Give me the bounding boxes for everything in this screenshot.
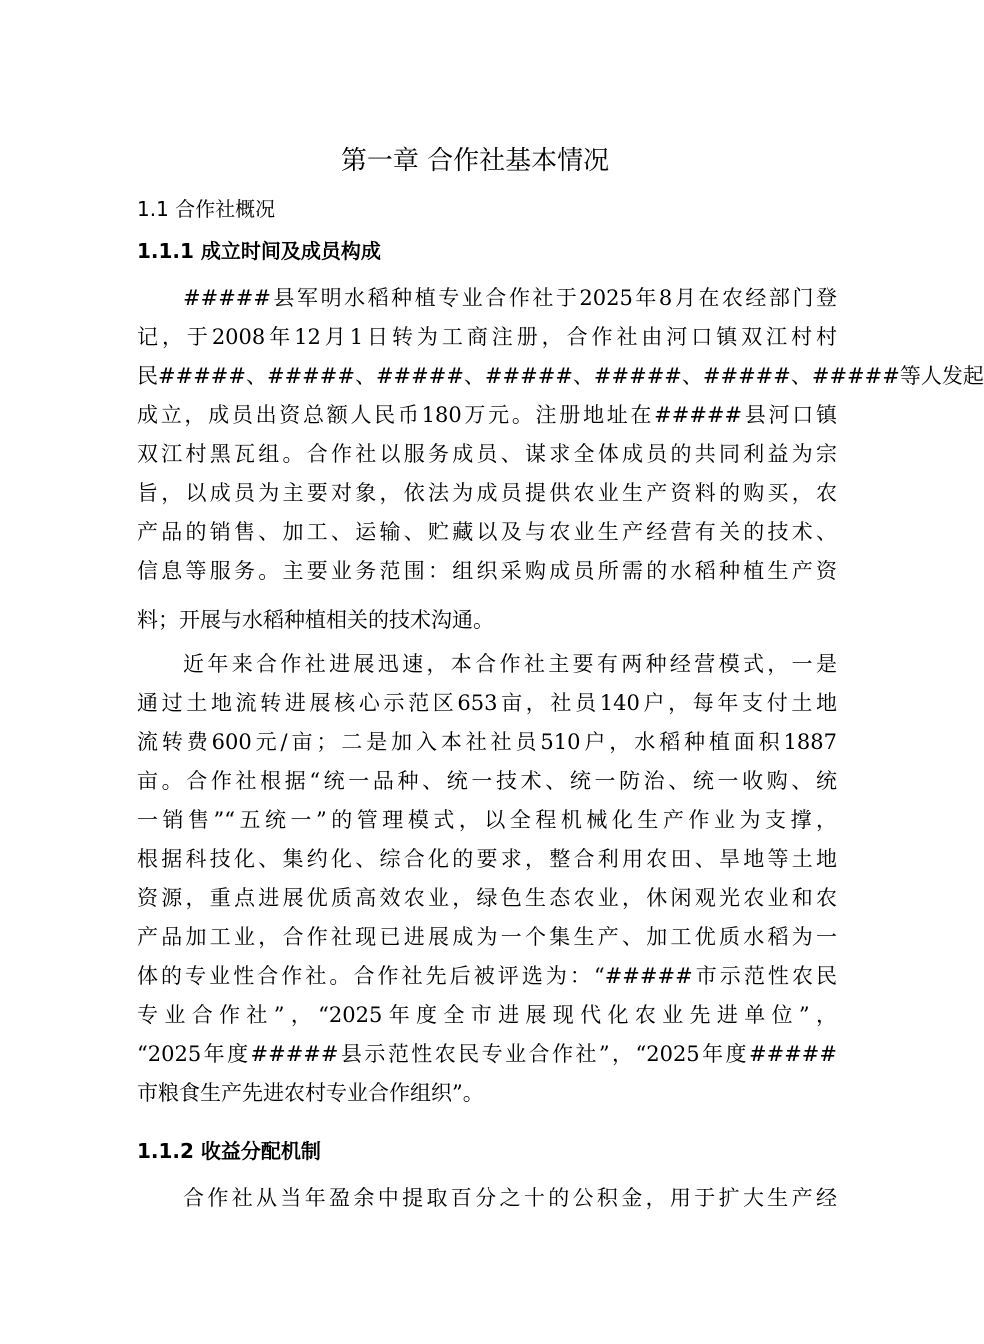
paragraph-line: #####县军明水稻种植专业合作社于2025年8月在农经部门登 [183,286,837,310]
section-heading-1-1: 1.1 合作社概况 [137,197,276,221]
paragraph-line: 产品加工业，合作社现已进展成为一个集生产、加工优质水稻为一 [137,925,837,949]
paragraph-line: 亩。合作社根据“统一品种、统一技术、统一防治、统一收购、统 [137,769,837,793]
chapter-title: 第一章 合作社基本情况 [340,146,610,176]
paragraph-line: 通过土地流转进展核心示范区653亩，社员140户，每年支付土地 [137,691,837,715]
paragraph-line: 记，于2008年12月1日转为工商注册，合作社由河口镇双江村村 [137,325,837,349]
paragraph-line: “2025年度#####县示范性农民专业合作社”，“2025年度##### [137,1042,837,1066]
paragraph-line: 体的专业性合作社。合作社先后被评选为：“#####市示范性农民 [137,964,837,988]
paragraph-line: 信息等服务。主要业务范围：组织采购成员所需的水稻种植生产资 [137,559,837,583]
subsection-heading-1-1-2: 1.1.2 收益分配机制 [137,1139,321,1163]
paragraph-line: 旨，以成员为主要对象，依法为成员提供农业生产资料的购买，农 [137,481,837,505]
subsection-heading-1-1-1: 1.1.1 成立时间及成员构成 [137,239,381,263]
paragraph-line: 料；开展与水稻种植相关的技术沟通。 [137,608,494,632]
paragraph-line: 产品的销售、加工、运输、贮藏以及与农业生产经营有关的技术、 [137,520,837,544]
paragraph-line: 专业合作社”，“2025年度全市进展现代化农业先进单位”， [137,1003,837,1027]
paragraph-line: 近年来合作社进展迅速，本合作社主要有两种经营模式，一是 [183,652,837,676]
paragraph-line: 市粮食生产先进农村专业合作组织”。 [137,1081,484,1105]
paragraph-line: 成立，成员出资总额人民币180万元。注册地址在#####县河口镇 [137,403,837,427]
paragraph-line: 民#####、#####、#####、#####、#####、#####、#####等人发起 [137,364,984,388]
paragraph-line: 一销售”“五统一”的管理模式，以全程机械化生产作业为支撑， [137,808,837,832]
paragraph-line: 流转费600元/亩；二是加入本社社员510户，水稻种植面积1887 [137,730,837,754]
paragraph-line: 资源，重点进展优质高效农业，绿色生态农业，休闲观光农业和农 [137,886,837,910]
paragraph-line: 合作社从当年盈余中提取百分之十的公积金，用于扩大生产经 [183,1186,837,1210]
paragraph-line: 双江村黑瓦组。合作社以服务成员、谋求全体成员的共同利益为宗 [137,442,837,466]
paragraph-line: 根据科技化、集约化、综合化的要求，整合利用农田、旱地等土地 [137,847,837,871]
